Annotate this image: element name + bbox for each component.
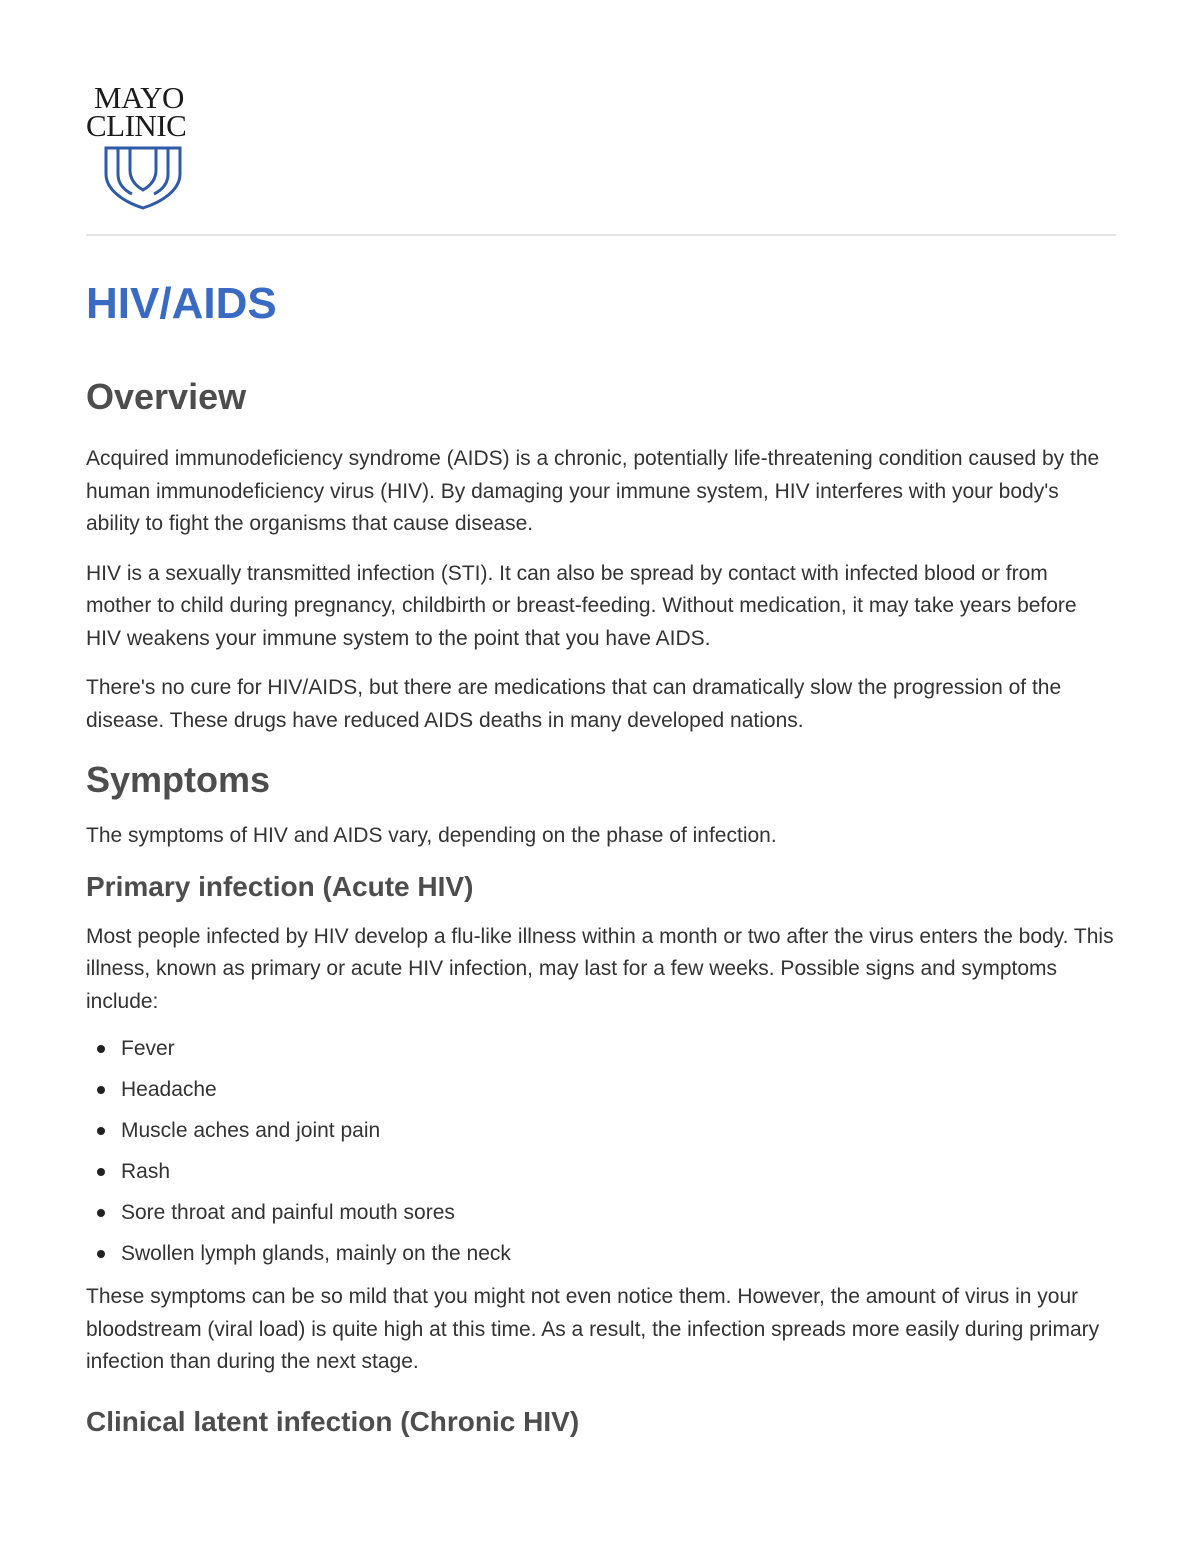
logo-text-line2: CLINIC xyxy=(86,108,187,143)
section-heading-symptoms: Symptoms xyxy=(86,759,271,800)
list-item-text: Swollen lymph glands, mainly on the neck xyxy=(121,1242,511,1265)
list-item xyxy=(86,1076,1116,1103)
mayo-clinic-shields-icon xyxy=(102,144,184,210)
symptom-list xyxy=(86,1035,1116,1267)
bullet-icon xyxy=(97,1086,105,1094)
logo-text-line1: MAYO xyxy=(94,80,184,115)
list-item xyxy=(86,1199,1116,1226)
list-item xyxy=(86,1240,1116,1267)
bullet-icon xyxy=(97,1250,105,1258)
section-heading-overview: Overview xyxy=(86,376,247,417)
overview-paragraph-3: There's no cure for HIV/AIDS, but there are medications that can dramatically slow the progression of the disease. These drugs have reduced AIDS deaths in many developed nations. xyxy=(86,676,1062,732)
page-title: HIV/AIDS xyxy=(86,279,277,328)
bullet-icon xyxy=(97,1168,105,1176)
overview-paragraph-1: Acquired immunodeficiency syndrome (AIDS) is a chronic, potentially life-threatening condition caused by the human immunodeficiency virus (HIV). By damaging your immune system, HIV interferes with your body's ability to fight the organisms that cause disease. xyxy=(86,447,1100,535)
subsection-heading-primary-infection: Primary infection (Acute HIV) xyxy=(86,870,474,902)
list-item-text: Sore throat and painful mouth sores xyxy=(121,1201,455,1224)
list-item xyxy=(86,1117,1116,1144)
bullet-icon xyxy=(97,1127,105,1135)
bullet-icon xyxy=(97,1045,105,1053)
overview-paragraph-2: HIV is a sexually transmitted infection (STI). It can also be spread by contact with infected blood or from mother to child during pregnancy, childbirth or breast-feeding. Without medication, it may take years before HIV weakens your immune system to the point that you have AIDS. xyxy=(86,561,1077,650)
list-item-text: Headache xyxy=(121,1078,217,1101)
primary-infection-intro: Most people infected by HIV develop a flu-like illness within a month or two after the virus enters the body. This illness, known as primary or acute HIV infection, may last for a few weeks. Possible signs and symptoms include: xyxy=(86,924,1114,1013)
primary-infection-outro: These symptoms can be so mild that you might not even notice them. However, the amount of virus in your bloodstream (viral load) is quite high at this time. As a result, the infection spreads more easily during primary infection than during the next stage. xyxy=(86,1285,1100,1373)
list-item xyxy=(86,1035,1116,1062)
subsection-heading-chronic-infection: Clinical latent infection (Chronic HIV) xyxy=(86,1405,580,1437)
list-item xyxy=(86,1158,1116,1185)
header-divider xyxy=(86,234,1116,236)
list-item-text: Rash xyxy=(121,1160,171,1183)
mayo-clinic-logo xyxy=(86,80,202,214)
list-item-text: Fever xyxy=(121,1037,175,1060)
symptoms-intro: The symptoms of HIV and AIDS vary, depending on the phase of infection. xyxy=(86,824,777,847)
bullet-icon xyxy=(97,1209,105,1217)
article-body xyxy=(86,374,1116,1440)
list-item-text: Muscle aches and joint pain xyxy=(121,1119,381,1142)
